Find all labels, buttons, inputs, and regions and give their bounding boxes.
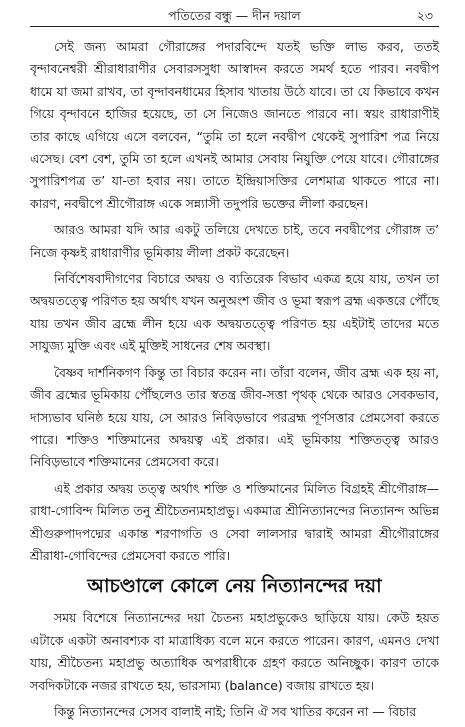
paragraph-2: আরও আমরা যদি আর একটু তলিয়ে দেখতে চাই, তবে নবদ্বীপের গৌরাঙ্গ ত’ নিজে কৃষ্ণই রাধারাণীর ভূমিকায় লীলা প্রকট করেছেন। [30,222,439,260]
paragraph-5: এই প্রকার অদ্বয় তত্ত্ব অর্থাৎ শক্তি ও শক্তিমানের মিলিত বিগ্রহই শ্রীগৌরাঙ্গ— রাধা-গোবিন্দ মিলিত তনু শ্রীচৈতন্যমহাপ্রভু। একমাত্র শ্রীনিত্যানন্দের নিত্যানন্দ অভিন্ন শ্রীগুরুপাদপদ্মের একান্ত শরণাগতি ও সেবা লালসার দ্বারাই আমরা শ্রীগৌরাঙ্গের শ্রীরাধা-গোবিন্দের প্রেমসেবা করতে পারি। [30,480,439,563]
section-paragraph-1: সময় বিশেষে নিত্যানন্দের দয়া চৈতন্য মহাপ্রভুকেও ছাড়িয়ে যায়। কেউ হয়ত এটাকে একটা অনাবশ্যক বা মাত্রাধিক্য বলে মনে করতে পারেন। কারণ, এমনও দেখা যায়, শ্রীচৈতন্য মহাপ্রভু অত্যাধিক অপরাধীকে গ্রহণ করতে অনিচ্ছুক। কারণ তাকে সবদিকটাকে নজর রাখতে হয়, ভারসাম্য (balance) বজায় রাখতে হয়। [30,610,439,693]
page-number: ২৩ [416,8,433,23]
running-head [30,8,439,24]
running-title: পতিতের বন্ধু — দীন দয়াল [168,8,301,23]
section-heading: আচণ্ডালে কোলে নেয় নিত্যানন্দের দয়া [87,575,382,598]
paragraph-1: সেই জন্য আমরা গৌরাঙ্গের পদারবিন্দে যতই ভক্তি লাভ করব, ততই বৃন্দাবনেশ্বরী শ্রীরাধারাণীর সেবারসসুধা আস্বাদন করতে সমর্থ হতে পারব। নবদ্বীপ ধামে যা জমা রাখব, তা বৃন্দাবনধামের হিসাব খাতায় উঠে যাবে। তা যে কিভাবে কখন গিয়ে বৃন্দাবনে হাজির হয়েছে, তা সে নিজেও জানতে পারবে না। স্বয়ং রাধারাণীই তার কাছে এগিয়ে এসে বলবেন, “তুমি তা হলে নবদ্বীপ থেকেই সুপারিশ পত্র নিয়ে এসেছ। বেশ বেশ, তুমি তা হলে এখনই আমার সেবায় নিযুক্তি পেয়ে যাবে। গৌরাঙ্গের সুপারিশপত্র ত’ যা-তা হবার নয়। তাতে ইন্দ্রিয়াসক্তির লেশমাত্র থাকতে পারে না। কারণ, নবদ্বীপে শ্রীগৌরাঙ্গ একে সন্ন্যাসী তদুপরি ভক্তের লীলা করছেন। [30,39,439,211]
section-paragraph-2: কিন্তু নিত্যানন্দের সেসব বালাই নাই; তিনি ঐ সব খাতির করেন না — বিচার [54,703,417,719]
paragraph-3: নির্বিশেষবাদীগণের বিচারে অদ্বয় ও ব্যতিরেক বিভাব একত্র হয়ে যায়, তখন তা অদ্বয়তত্ত্বে পরিণত হয় অর্থাৎ যখন অনুঅংশ জীব ও ভূমা স্বরূপ ব্রহ্ম একত্তরে পৌঁছে যায় তখন জীব ব্রহ্মে লীন হয়ে এক অদ্বয়তত্ত্বে পরিণত হয় এইটাই তাদের মতে সাযুজ্য মুক্তি এবং এই মুক্তিই সাধনের শেষ অবস্থা। [30,271,439,354]
header-rule [30,26,439,27]
paragraph-4: বৈষ্ণব দার্শনিকগণ কিন্তু তা বিচার করেন না। তাঁরা বলেন, জীব ব্রহ্ম এক হয় না, জীব ব্রহ্মের ভূমিকায় পৌঁছলেও তার স্বতন্ত্র জীব-সত্তা পৃথক্‌ থেকে আরও সেবকভাব, দাস্যভাব ঘনিষ্ঠ হয়ে যায়, সে আরও নিবিড়ভাবে পরব্রহ্ম পূর্ণসত্তার প্রেমসেবা করতে পারে। শক্তিও শক্তিমানের অদ্বয়ত্ব এই প্রকার। এই ভূমিকায় শক্তিতত্ত্ব আরও নিবিড়ভাবে শক্তিমানের প্রেমসেবা করে। [30,364,439,470]
page-body [30,36,439,727]
